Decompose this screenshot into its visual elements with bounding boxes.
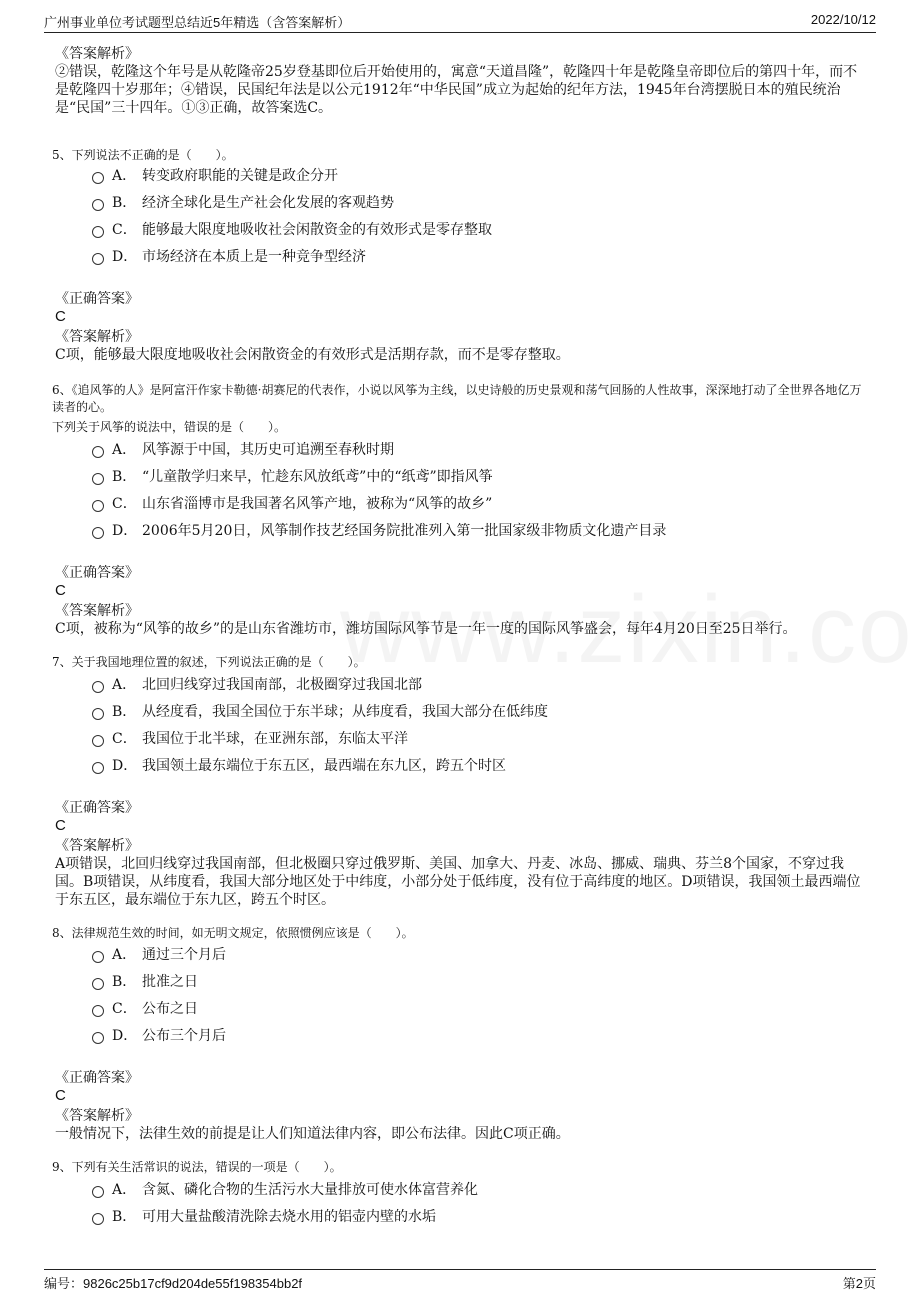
option-a[interactable]: A． 通过三个月后 (92, 945, 226, 965)
option-a[interactable]: A． 含氮、磷化合物的生活污水大量排放可使水体富营养化 (92, 1180, 478, 1200)
option-d[interactable]: D． 我国领土最东端位于东五区，最西端在东九区，跨五个时区 (92, 756, 506, 776)
analysis-label: 《答案解析》 (55, 1108, 139, 1124)
radio-icon[interactable] (92, 951, 104, 963)
radio-icon[interactable] (92, 1213, 104, 1225)
option-b[interactable]: B． 批准之日 (92, 972, 198, 992)
analysis-text: 一般情况下，法律生效的前提是让人们知道法律内容，即公布法律。因此C项正确。 (55, 1126, 570, 1142)
analysis-label: 《答案解析》 (55, 46, 139, 62)
question-stem: 5、下列说法不正确的是（ ）。 (52, 148, 234, 162)
option-a[interactable]: A． 风筝源于中国，其历史可追溯至春秋时期 (92, 440, 394, 460)
option-d[interactable]: D． 2006年5月20日，风筝制作技艺经国务院批准列入第一批国家级非物质文化遗产目录 (92, 521, 666, 541)
radio-icon[interactable] (92, 527, 104, 539)
question-stem-line2: 下列关于风筝的说法中，错误的是（ ）。 (52, 420, 287, 434)
option-c[interactable]: C． 山东省淄博市是我国著名风筝产地，被称为“风筝的故乡” (92, 494, 492, 514)
option-b[interactable]: B． 从经度看，我国全国位于东半球；从纬度看，我国大部分在低纬度 (92, 702, 548, 722)
analysis-label: 《答案解析》 (55, 329, 139, 345)
radio-icon[interactable] (92, 1005, 104, 1017)
analysis-label: 《答案解析》 (55, 603, 139, 619)
radio-icon[interactable] (92, 762, 104, 774)
correct-answer-label: 《正确答案》 (55, 1070, 139, 1086)
option-b[interactable]: B． 可用大量盐酸清洗除去烧水用的铝壶内壁的水垢 (92, 1207, 436, 1227)
document-title: 广州事业单位考试题型总结近5年精选（含答案解析） (44, 15, 351, 30)
radio-icon[interactable] (92, 253, 104, 265)
option-d[interactable]: D． 公布三个月后 (92, 1026, 226, 1046)
question-stem: 6、《追风筝的人》是阿富汗作家卡勒德·胡赛尼的代表作，小说以风筝为主线，以史诗般的历史景观和荡气回肠的人性故事，深深地打动了全世界各地亿万读者的心。 (52, 383, 862, 414)
correct-answer: C (55, 582, 66, 599)
correct-answer-label: 《正确答案》 (55, 291, 139, 307)
radio-icon[interactable] (92, 199, 104, 211)
question-stem: 8、法律规范生效的时间，如无明文规定，依照惯例应该是（ ）。 (52, 926, 414, 940)
correct-answer-label: 《正确答案》 (55, 800, 139, 816)
page-footer (44, 1269, 876, 1292)
option-c[interactable]: C． 我国位于北半球，在亚洲东部，东临太平洋 (92, 729, 408, 749)
radio-icon[interactable] (92, 473, 104, 485)
analysis-text: A项错误，北回归线穿过我国南部，但北极圈只穿过俄罗斯、美国、加拿大、丹麦、冰岛、挪威、瑞典、芬兰8个国家，不穿过我国。B项错误，从纬度看，我国大部分地区处于中纬度，小部分处于低纬度，没有位于高纬度的地区。D项错误，我国领土最西端位于东五区，最东端位于东九区，跨五个时区。 (55, 856, 861, 908)
correct-answer: C (55, 308, 66, 325)
radio-icon[interactable] (92, 978, 104, 990)
analysis-text: ②错误，乾隆这个年号是从乾隆帝25岁登基即位后开始使用的，寓意“天道昌隆”，乾隆四十年是乾隆皇帝即位后的第四十年，而不是乾隆四十岁那年；④错误，民国纪年法是以公元1912年“中华民国”成立为起始的纪年方法，1945年台湾摆脱日本的殖民统治是“民国”三十四年。①③正确，故答案选C。 (55, 64, 858, 116)
radio-icon[interactable] (92, 500, 104, 512)
option-a[interactable]: A． 转变政府职能的关键是政企分开 (92, 166, 338, 186)
radio-icon[interactable] (92, 681, 104, 693)
correct-answer-label: 《正确答案》 (55, 565, 139, 581)
page-number: 第2页 (842, 1276, 876, 1291)
correct-answer: C (55, 1087, 66, 1104)
option-d[interactable]: D． 市场经济在本质上是一种竞争型经济 (92, 247, 366, 267)
option-c[interactable]: C． 公布之日 (92, 999, 198, 1019)
question-stem: 7、关于我国地理位置的叙述，下列说法正确的是（ ）。 (52, 655, 366, 669)
radio-icon[interactable] (92, 172, 104, 184)
analysis-text: C项，被称为“风筝的故乡”的是山东省潍坊市，潍坊国际风筝节是一年一度的国际风筝盛会，每年4月20日至25日举行。 (55, 621, 797, 637)
analysis-text: C项，能够最大限度地吸收社会闲散资金的有效形式是活期存款，而不是零存整取。 (55, 347, 570, 363)
option-c[interactable]: C． 能够最大限度地吸收社会闲散资金的有效形式是零存整取 (92, 220, 492, 240)
radio-icon[interactable] (92, 735, 104, 747)
option-b[interactable]: B． “儿童散学归来早，忙趁东风放纸鸢”中的“纸鸢”即指风筝 (92, 467, 493, 487)
question-stem: 9、下列有关生活常识的说法，错误的一项是（ ）。 (52, 1160, 342, 1174)
page-header (44, 12, 876, 33)
document-code: 编号：9826c25b17cf9d204de55f198354bb2f (44, 1276, 303, 1291)
option-a[interactable]: A． 北回归线穿过我国南部，北极圈穿过我国北部 (92, 675, 422, 695)
radio-icon[interactable] (92, 1186, 104, 1198)
document-date: 2022/10/12 (810, 12, 876, 27)
analysis-label: 《答案解析》 (55, 838, 139, 854)
correct-answer: C (55, 817, 66, 834)
radio-icon[interactable] (92, 446, 104, 458)
radio-icon[interactable] (92, 226, 104, 238)
radio-icon[interactable] (92, 708, 104, 720)
option-b[interactable]: B． 经济全球化是生产社会化发展的客观趋势 (92, 193, 394, 213)
radio-icon[interactable] (92, 1032, 104, 1044)
